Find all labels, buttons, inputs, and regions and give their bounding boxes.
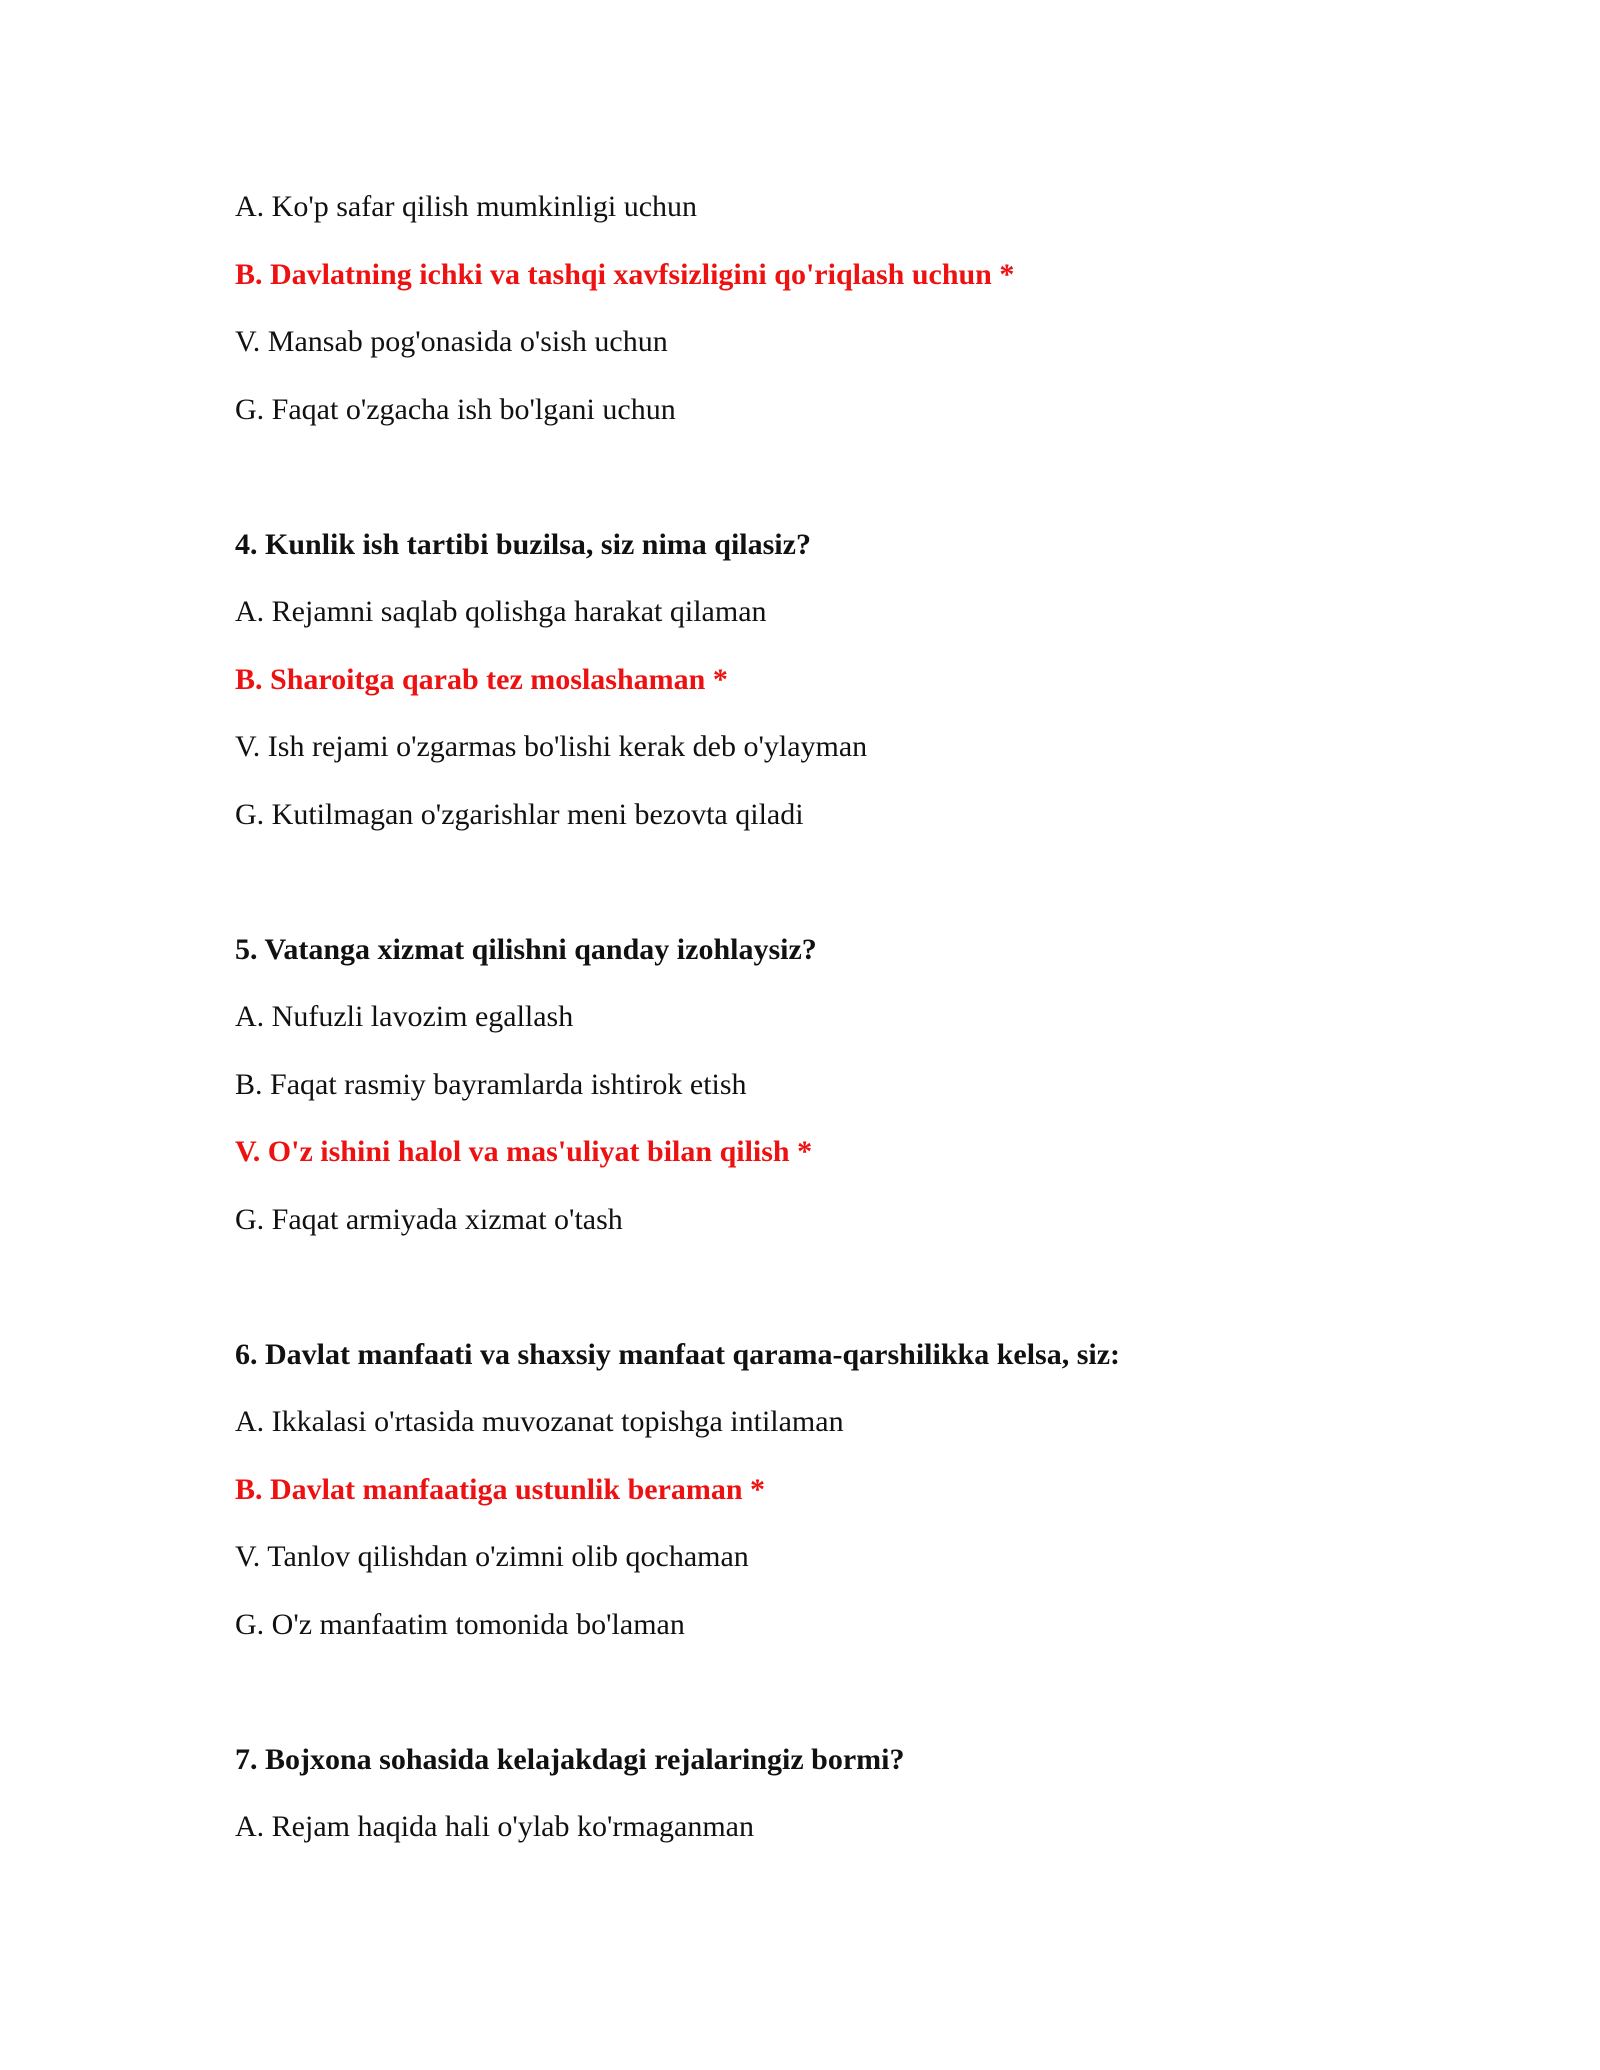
answer-option: V. Tanlov qilishdan o'zimni olib qochaman — [235, 1540, 749, 1573]
question-heading: 5. Vatanga xizmat qilishni qanday izohlaysiz? — [235, 933, 817, 966]
answer-option: G. Faqat o'zgacha ish bo'lgani uchun — [235, 393, 676, 426]
answer-option: A. Ko'p safar qilish mumkinligi uchun — [235, 190, 698, 223]
answer-option: B. Faqat rasmiy bayramlarda ishtirok etish — [235, 1068, 747, 1101]
answer-option-correct: B. Davlat manfaatiga ustunlik beraman * — [235, 1473, 766, 1506]
answer-option: A. Ikkalasi o'rtasida muvozanat topishga intilaman — [235, 1405, 844, 1438]
answer-option: A. Rejamni saqlab qolishga harakat qilaman — [235, 595, 767, 628]
answer-option-correct: B. Sharoitga qarab tez moslashaman * — [235, 663, 728, 696]
answer-option: V. Ish rejami o'zgarmas bo'lishi kerak deb o'ylayman — [235, 730, 868, 763]
answer-option: G. Faqat armiyada xizmat o'tash — [235, 1203, 623, 1236]
answer-option: V. Mansab pog'onasida o'sish uchun — [235, 325, 668, 358]
answer-option: A. Rejam haqida hali o'ylab ko'rmaganman — [235, 1810, 754, 1843]
answer-option-correct: B. Davlatning ichki va tashqi xavfsizligini qo'riqlash uchun * — [235, 258, 1015, 291]
answer-option: A. Nufuzli lavozim egallash — [235, 1000, 574, 1033]
answer-option-correct: V. O'z ishini halol va mas'uliyat bilan qilish * — [235, 1135, 813, 1168]
question-heading: 4. Kunlik ish tartibi buzilsa, siz nima qilasiz? — [235, 528, 811, 561]
question-heading: 7. Bojxona sohasida kelajakdagi rejalaringiz bormi? — [235, 1743, 905, 1776]
answer-option: G. Kutilmagan o'zgarishlar meni bezovta qiladi — [235, 798, 804, 831]
question-heading: 6. Davlat manfaati va shaxsiy manfaat qarama-qarshilikka kelsa, siz: — [235, 1338, 1121, 1371]
answer-option: G. O'z manfaatim tomonida bo'laman — [235, 1608, 685, 1641]
